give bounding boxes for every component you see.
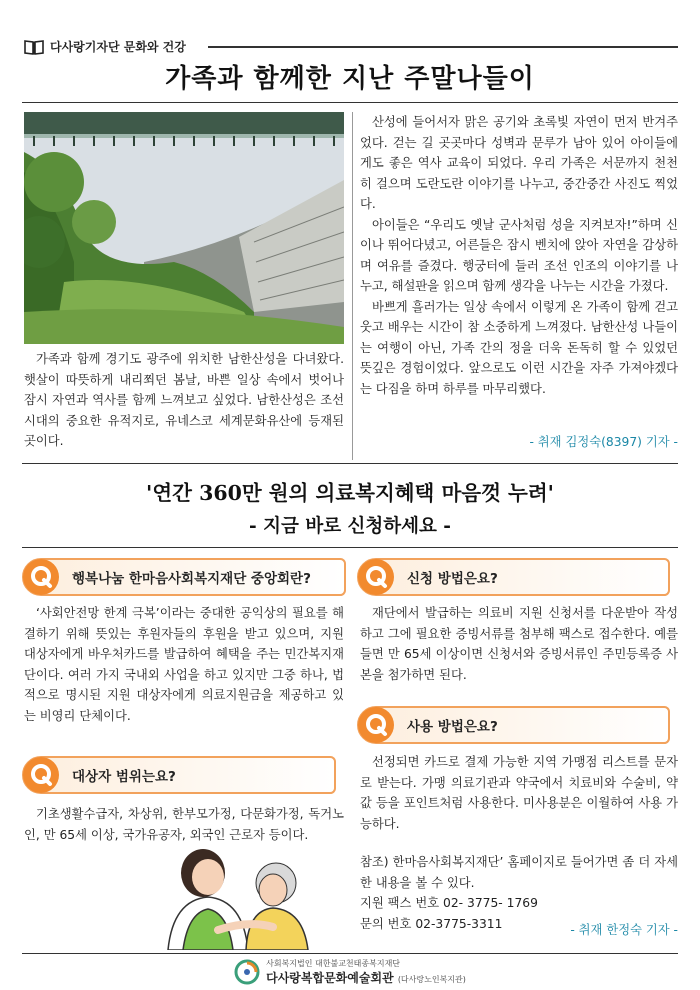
article1-paragraph: 산성에 들어서자 맑은 공기와 초록빛 자연이 먼저 반겨주었다. 걷는 길 곳곳마다 성벽과 문루가 남아 있어 아이들에게도 좋은 역사 교육이 되었다. 우리 가족은 서문까지 천천히 걸으며 도란도란 이야기를 나누고, 중간중간 사진도 찍었다.: [360, 115, 678, 211]
caregiver-illustration: [148, 845, 348, 950]
question-label: 행복나눔 한마음사회복지재단 중앙회란?: [72, 571, 311, 587]
open-book-icon: [24, 39, 44, 55]
question-box: [22, 558, 346, 596]
article2-byline: - 취재 한정숙 기자 -: [570, 923, 678, 937]
footer: [0, 958, 700, 986]
section-rule: [22, 547, 678, 548]
answer-text: 재단에서 발급하는 의료비 지원 신청서를 다운받아 작성하고 그에 필요한 증빙서류를 첨부해 팩스로 접수한다. 예를 들면 만 65세 이상이면 신청서와 증빙서류인 주민등록증 사본을 첨가하면 된다.: [360, 606, 678, 682]
title-rule: [22, 102, 678, 103]
organization-logo-icon: [234, 959, 260, 985]
q-badge-icon: [355, 556, 397, 598]
header-rule: [208, 46, 678, 48]
question-label: 신청 방법은요?: [407, 571, 498, 587]
q-badge-icon: [355, 704, 397, 746]
fax-number: 지원 팩스 번호 02- 3775- 1769: [360, 896, 538, 910]
phone-number: 문의 번호 02-3775-3311: [360, 916, 503, 931]
note-text: 참조) 한마음사회복지재단’ 홈페이지로 들어가면 좀 더 자세한 내용을 볼 수 있다.: [360, 855, 678, 890]
section-label: 다사랑기자단 문화와 건강: [50, 40, 186, 54]
answer-text: 기초생활수급자, 차상위, 한부모가정, 다문화가정, 독거노인, 만 65세 이상, 국가유공자, 외국인 근로자 등이다.: [24, 807, 344, 842]
article1-paragraph: 바쁘게 흘러가는 일상 속에서 이렇게 온 가족이 함께 걷고 웃고 배우는 시간이 참 소중하게 느껴졌다. 남한산성 나들이는 여행이 아닌, 가족 간의 정을 더욱 돈독히 할 수 있었던 뜻깊은 경험이었다. 앞으로도 이런 시간을 자주 가져야겠다는 다짐을 하며 하루를 마무리했다.: [360, 299, 678, 396]
footer-line1: 사회복지법인 대한불교천태종복지재단: [266, 959, 401, 968]
footer-sub: (다사랑노인복지관): [397, 975, 466, 984]
answer-text: 선정되면 카드로 결제 가능한 지역 가맹점 리스트를 문자로 받는다. 가맹 의료기관과 약국에서 치료비와 수술비, 약값 등을 포인트처럼 사용한다. 미사용분은 이월하여 사용 가능하다.: [360, 755, 678, 831]
question-box: [22, 756, 336, 794]
q-badge-icon: [20, 754, 62, 796]
column-divider: [352, 112, 353, 460]
footer-rule: [22, 953, 678, 954]
article1-paragraph: 아이들은 “우리도 옛날 군사처럼 성을 지켜보자!”하며 신이나 뛰어다녔고, 어른들은 잠시 벤치에 앉아 자연을 감상하며 여유를 즐겼다. 행궁터에 들러 조선 인조의 이야기를 나누고, 해설판을 읽으며 함께 생각을 나누는 시간을 가졌다.: [360, 217, 678, 293]
article1-byline: - 취재 김정숙(8397) 기자 -: [529, 435, 678, 449]
answer-text: ‘사회안전망 한계 극복’이라는 중대한 공익상의 필요를 해결하기 위해 뜻있는 후원자들의 후원을 받고 있으며, 지원 대상자에게 바우처카드를 발급하여 혜택을 주는 민간복지재단이다. 여러 가지 국내외 사업을 하고 있지만 그중 하나, 법적으로 명시된 지원 대상자에게 의료지원금을 제공하고 있는 비영리 단체이다.: [24, 606, 344, 723]
section-rule: [22, 463, 678, 464]
footer-name: 다사랑복합문화예술회관: [266, 971, 394, 985]
photo-caption: 가족과 함께 경기도 광주에 위치한 남한산성을 다녀왔다. 햇살이 따뜻하게 내리쬐던 봄날, 바쁜 일상 속에서 벗어나 잠시 자연과 역사를 함께 느껴보고 싶었다. 남한산성은 조선 시대의 중요한 유적지로, 유네스코 세계문화유산에 등재된 곳이다.: [24, 352, 344, 448]
question-box: [357, 706, 670, 744]
article1-title: 가족과 함께한 지난 주말나들이: [165, 64, 535, 94]
q-badge-icon: [20, 556, 62, 598]
question-box: [357, 558, 670, 596]
question-label: 사용 방법은요?: [407, 719, 498, 735]
article2-title: '연간 360만 원의 의료복지혜택 마음껏 누려': [146, 481, 554, 505]
article2-subtitle: - 지금 바로 신청하세요 -: [249, 516, 451, 537]
question-label: 대상자 범위는요?: [72, 769, 176, 785]
section-tag: [24, 38, 186, 55]
article1-body: [360, 112, 678, 399]
fortress-photo: [24, 112, 344, 344]
